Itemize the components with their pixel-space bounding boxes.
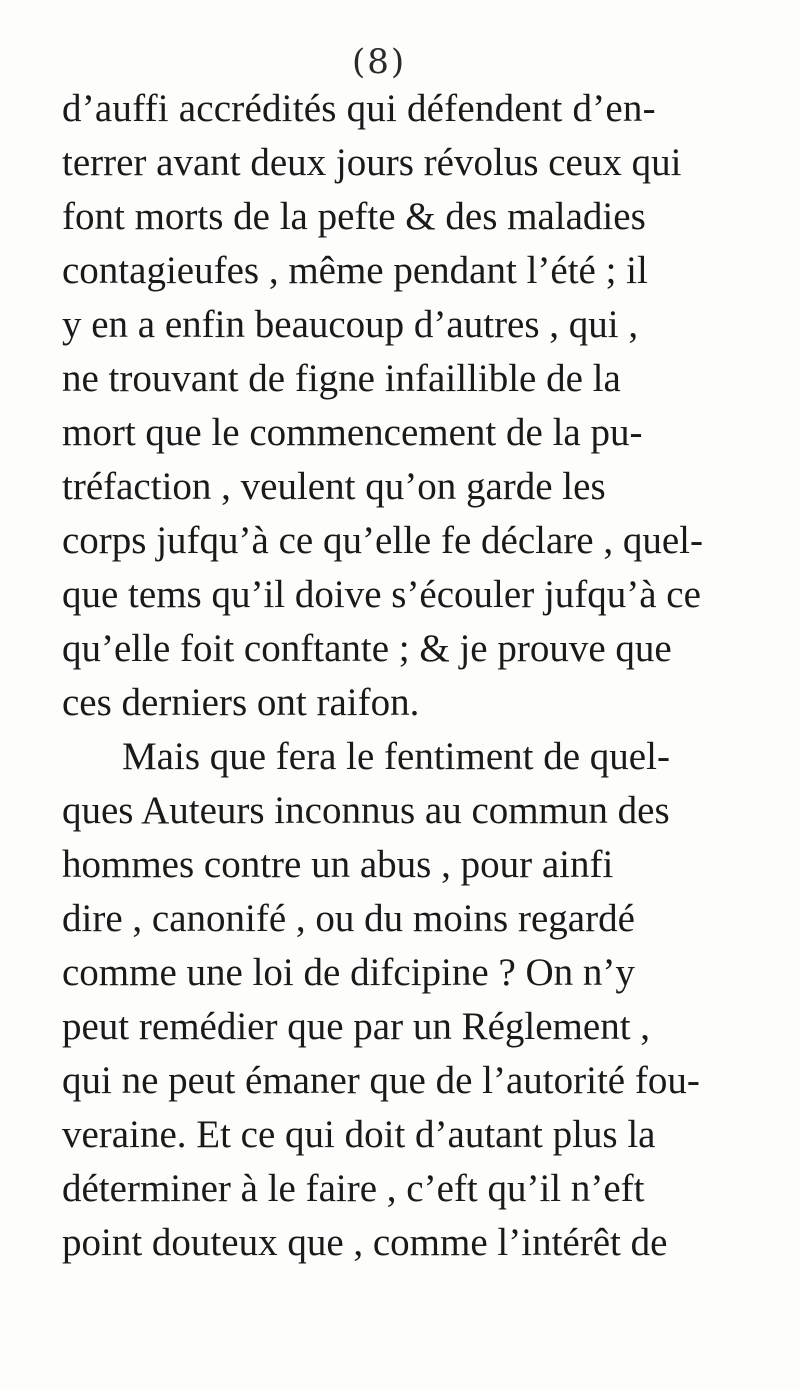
text-line: comme une loi de difcipine ? On n’y xyxy=(62,951,635,994)
text-line: contagieufes , même pendant l’été ; il xyxy=(62,249,648,292)
text-line: point douteux que , comme l’intérêt de xyxy=(62,1221,668,1264)
text-line: que tems qu’il doive s’écouler jufqu’à ce xyxy=(62,573,701,616)
text-line: déterminer à le faire , c’eft qu’il n’eft xyxy=(62,1167,645,1210)
text-line: peut remédier que par un Réglement , xyxy=(62,1005,651,1048)
text-line: d’auffi accrédités qui défendent d’en- xyxy=(62,87,656,130)
text-line: ces derniers ont raifon. xyxy=(62,681,420,724)
text-line: ne trouvant de figne infaillible de la xyxy=(62,357,621,400)
paragraph-start-line: Mais que fera le fentiment de quel- xyxy=(122,735,670,778)
page-number: (8) xyxy=(352,42,407,82)
text-line: dire , canonifé , ou du moins regardé xyxy=(62,897,635,940)
text-line: qui ne peut émaner que de l’autorité fou- xyxy=(62,1059,700,1102)
text-line: qu’elle foit conftante ; & je prouve que xyxy=(62,627,672,670)
text-line: font morts de la pefte & des maladies xyxy=(62,195,646,238)
text-line: y en a enfin beaucoup d’autres , qui , xyxy=(62,303,639,346)
text-line: hommes contre un abus , pour ainfi xyxy=(62,843,614,886)
text-line: terrer avant deux jours révolus ceux qui xyxy=(62,141,682,184)
text-line: ques Auteurs inconnus au commun des xyxy=(62,789,670,832)
text-line: corps jufqu’à ce qu’elle fe déclare , quel- xyxy=(62,519,703,562)
text-line: mort que le commencement de la pu- xyxy=(62,411,643,454)
text-line: tréfaction , veulent qu’on garde les xyxy=(62,465,606,508)
text-line: veraine. Et ce qui doit d’autant plus la xyxy=(62,1113,656,1156)
